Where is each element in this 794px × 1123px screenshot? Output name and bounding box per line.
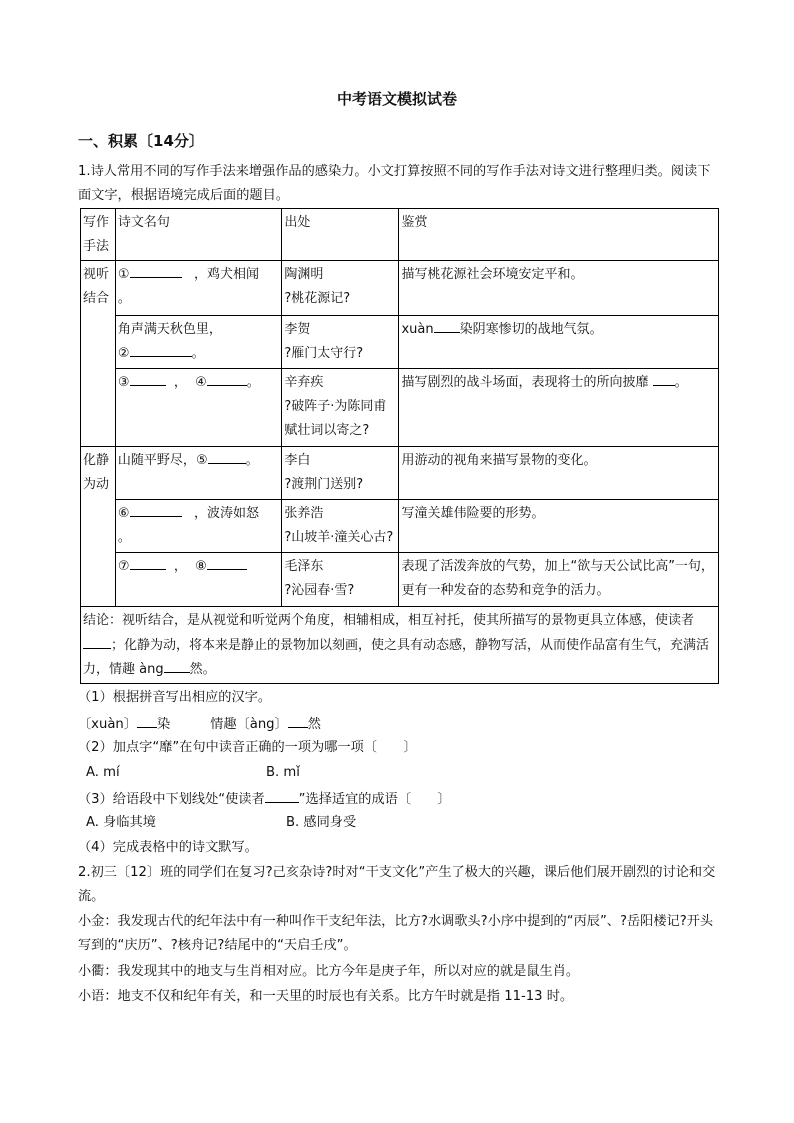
conclusion-blank-2[interactable] xyxy=(164,658,190,673)
fill-blank-7[interactable] xyxy=(130,555,166,570)
source-cell: 李白 ?渡荆门送别? xyxy=(282,447,399,500)
sub-question-3-option-a[interactable]: A. 身临其境 xyxy=(86,815,156,830)
sub-question-2: （2）加点字“靡”在句中读音正确的一项为哪一项〔 〕 xyxy=(78,740,417,755)
source-cell: 张养浩 ?山坡羊·潼关心古? xyxy=(282,500,399,553)
header-method: 写作手法 xyxy=(81,209,116,261)
appreciation-cell: xuàn 染阴寒惨切的战地气氛。 xyxy=(399,316,719,369)
source-cell: 毛泽东 ?沁园春·雪? xyxy=(282,553,399,607)
verse-cell: ③ ， ④ 。 xyxy=(115,369,281,447)
verse-cell: ⑥ ，波涛如怒 。 xyxy=(115,500,281,553)
fill-blank-4[interactable] xyxy=(207,371,247,386)
fill-blank-5[interactable] xyxy=(208,449,246,464)
header-verse: 诗文名句 xyxy=(115,209,281,261)
sub-question-3-option-b[interactable]: B. 感同身受 xyxy=(286,815,357,830)
sub-question-2-option-b[interactable]: B. mǐ xyxy=(266,765,300,780)
question-2-para-2: 小衢：我发现其中的地支与生肖相对应。比方今年是庚子年，所以对应的就是鼠生肖。 xyxy=(78,964,580,979)
table-row xyxy=(81,500,719,553)
sub-question-1-items: 〔xuàn〕 染 情趣〔àng〕 然 xyxy=(78,713,321,735)
mi-blank xyxy=(653,371,675,386)
question-1-intro: 1.诗人常用不同的写作手法来增强作品的感染力。小文打算按照不同的写作手法对诗文进行整理归类。阅读下面文字，根据语境完成后面的题目。 xyxy=(78,164,711,203)
conclusion-cell: 结论：视听结合，是从视觉和听觉两个角度，相辅相成，相互衬托，使其所描写的景物更具立体感，使读者；化静为动，将本来是静止的景物加以刻画，使之具有动态感，静物写活，从而使作品富有生气，充满活力，情趣 àng 然。 xyxy=(81,607,719,684)
answer-blank-ang[interactable] xyxy=(288,713,308,728)
question-2-para-1: 小金：我发现古代的纪年法中有一种叫作干支纪年法，比方?水调歌头?小序中提到的“丙辰”、?岳阳楼记?开头写到的“庆历”、?核舟记?结尾中的“天启壬戌”。 xyxy=(78,914,714,953)
source-cell: 辛弃疾 ?破阵子·为陈同甫赋壮词以寄之? xyxy=(282,369,399,447)
verse-cell: ① ，鸡犬相闻 。 xyxy=(115,261,281,316)
appreciation-cell: 用游动的视角来描写景物的变化。 xyxy=(399,447,719,500)
table-row xyxy=(81,553,719,607)
table-row xyxy=(81,261,719,316)
fill-blank-3[interactable] xyxy=(130,371,166,386)
sub-question-3-blank xyxy=(265,788,299,803)
question-2-para-3: 小语：地支不仅和纪年有关，和一天里的时辰也有关系。比方午时就是指 11-13 时。 xyxy=(78,989,574,1004)
header-source: 出处 xyxy=(282,209,399,261)
page-title: 中考语文模拟试卷 xyxy=(336,90,457,108)
source-cell: 李贺 ?雁门太守行? xyxy=(282,316,399,369)
table-row xyxy=(81,369,719,447)
method-cell: 视听结合 xyxy=(81,261,116,447)
fill-blank-8[interactable] xyxy=(207,555,247,570)
question-2-intro: 2.初三〔12〕班的同学们在复习?己亥杂诗?时对“干支文化”产生了极大的兴趣，课后他们展开剧烈的讨论和交流。 xyxy=(78,865,716,904)
verse-cell: ⑦ ， ⑧ xyxy=(115,553,281,607)
verse-cell: 角声满天秋色里， ② 。 xyxy=(115,316,281,369)
header-appreciation: 鉴赏 xyxy=(399,209,719,261)
sub-question-3: （3）给语段中下划线处“使读者 ”选择适宜的成语〔 〕 xyxy=(78,788,451,810)
pinyin-blank-xuan[interactable] xyxy=(434,318,460,333)
poetry-table xyxy=(80,208,719,684)
sub-question-4: （4）完成表格中的诗文默写。 xyxy=(78,840,258,855)
table-header-row xyxy=(81,209,719,261)
method-cell: 化静为动 xyxy=(81,447,116,607)
answer-blank-xuan[interactable] xyxy=(137,713,157,728)
appreciation-cell: 描写桃花源社会环境安定平和。 xyxy=(399,261,719,316)
fill-blank-1[interactable] xyxy=(130,263,182,278)
appreciation-cell: 写潼关雄伟险要的形势。 xyxy=(399,500,719,553)
fill-blank-6[interactable] xyxy=(130,502,182,517)
sub-question-2-option-a[interactable]: A. mí xyxy=(86,765,120,780)
conclusion-row xyxy=(81,607,719,684)
conclusion-blank-1[interactable] xyxy=(83,634,111,649)
table-row xyxy=(81,316,719,369)
fill-blank-2[interactable] xyxy=(130,342,192,357)
appreciation-cell: 表现了活泼奔放的气势，加上“欲与天公试比高”一句，更有一种发奋的态势和竞争的活力。 xyxy=(399,553,719,607)
section-heading: 一、积累〔14分〕 xyxy=(78,132,204,150)
source-cell: 陶渊明 ?桃花源记? xyxy=(282,261,399,316)
sub-question-1: （1）根据拼音写出相应的汉字。 xyxy=(78,690,272,705)
appreciation-cell: 描写剧烈的战斗场面，表现将士的所向披靡 。 xyxy=(399,369,719,447)
table-row xyxy=(81,447,719,500)
verse-cell: 山随平野尽，⑤ 。 xyxy=(115,447,281,500)
